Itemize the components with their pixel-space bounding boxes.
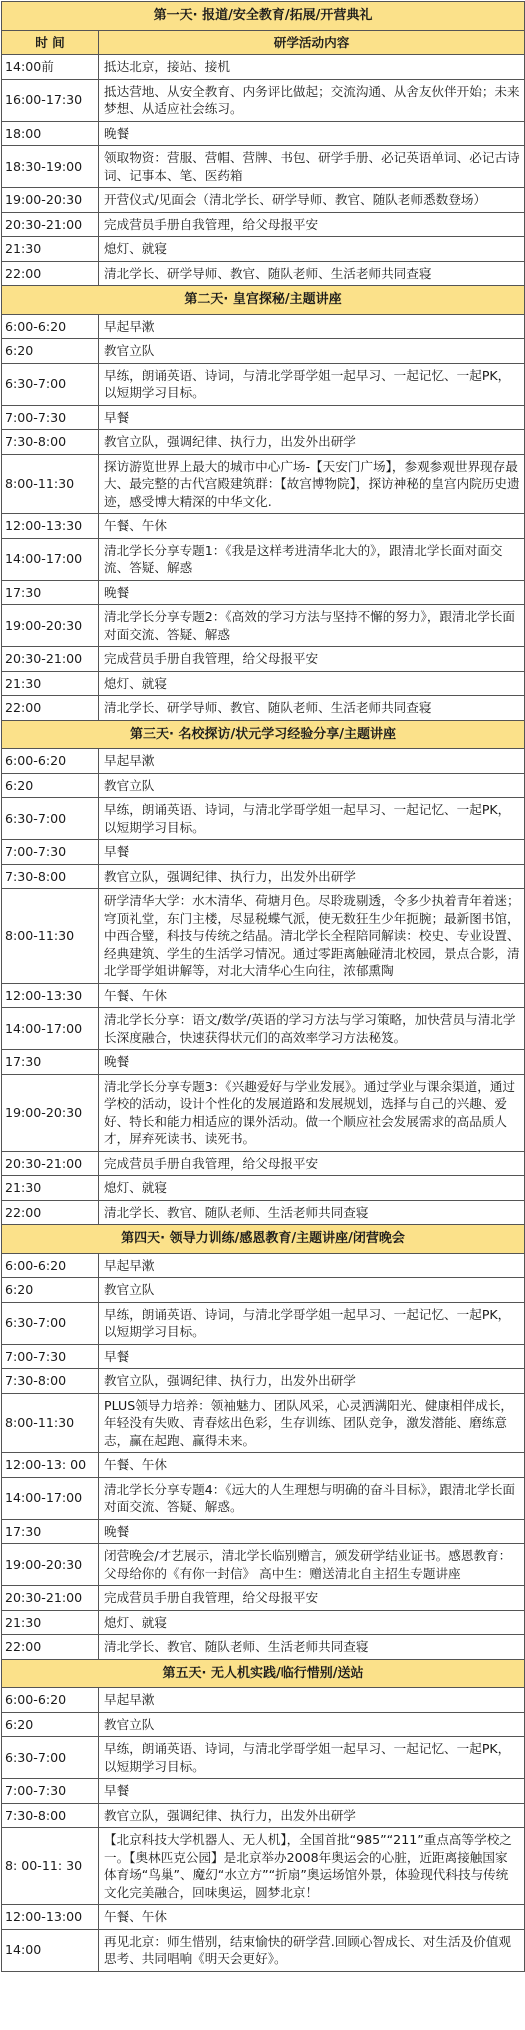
- time-cell: 12:00-13:00: [2, 1905, 99, 1930]
- activity-cell: 教官立队: [99, 1712, 525, 1737]
- time-cell: 7:00-7:30: [2, 1344, 99, 1369]
- time-cell: 6:00-6:20: [2, 749, 99, 774]
- time-cell: 7:00-7:30: [2, 405, 99, 430]
- schedule-row: [2, 1050, 525, 1075]
- schedule-row: [2, 363, 525, 405]
- schedule-row: [2, 647, 525, 672]
- time-cell: 19:00-20:30: [2, 1074, 99, 1151]
- schedule-row: [2, 454, 525, 514]
- activity-cell: 清北学长分享：语文/数学/英语的学习方法与学习策略，加快营员与清北学长深度融合，快速获得状元们的高效率学习方法秘笈。: [99, 1008, 525, 1050]
- activity-cell: 教官立队: [99, 773, 525, 798]
- time-cell: 16:00-17:30: [2, 79, 99, 121]
- schedule-row: [2, 1519, 525, 1544]
- activity-cell: 教官立队，强调纪律、执行力，出发外出研学: [99, 864, 525, 889]
- schedule-row: [2, 1929, 525, 1971]
- schedule-row: [2, 1200, 525, 1225]
- schedule-row: [2, 212, 525, 237]
- activity-cell: 晚餐: [99, 1519, 525, 1544]
- schedule-row: [2, 1688, 525, 1713]
- time-cell: 12:00-13:30: [2, 514, 99, 539]
- time-cell: 6:30-7:00: [2, 798, 99, 840]
- day-header-row: [2, 1225, 525, 1254]
- schedule-body: [2, 2, 525, 1972]
- time-cell: 22:00: [2, 1200, 99, 1225]
- schedule-row: [2, 983, 525, 1008]
- time-cell: 6:20: [2, 773, 99, 798]
- activity-cell: 熄灯、就寝: [99, 1176, 525, 1201]
- time-cell: 7:30-8:00: [2, 1369, 99, 1394]
- schedule-row: [2, 261, 525, 286]
- time-cell: 7:30-8:00: [2, 430, 99, 455]
- activity-cell: 熄灯、就寝: [99, 237, 525, 262]
- time-column-header: 时 间: [2, 30, 99, 55]
- schedule-row: [2, 1176, 525, 1201]
- time-cell: 20:30-21:00: [2, 212, 99, 237]
- schedule-row: [2, 314, 525, 339]
- time-cell: 19:00-20:30: [2, 605, 99, 647]
- time-cell: 18:00: [2, 121, 99, 146]
- time-cell: 8:00-11:30: [2, 454, 99, 514]
- activity-cell: 午餐、午休: [99, 514, 525, 539]
- time-cell: 22:00: [2, 1635, 99, 1660]
- time-cell: 19:00-20:30: [2, 188, 99, 213]
- activity-cell: 早练，朗诵英语、诗词，与清北学哥学姐一起早习、一起记忆、一起PK，以短期学习目标。: [99, 1302, 525, 1344]
- time-cell: 18:30-19:00: [2, 146, 99, 188]
- time-cell: 6:20: [2, 339, 99, 364]
- schedule-row: [2, 1369, 525, 1394]
- time-cell: 6:00-6:20: [2, 1688, 99, 1713]
- activity-cell: 晚餐: [99, 1050, 525, 1075]
- time-cell: 21:30: [2, 237, 99, 262]
- activity-cell: 午餐、午休: [99, 1905, 525, 1930]
- time-cell: 17:30: [2, 580, 99, 605]
- activity-cell: 研学清华大学：水木清华、荷塘月色。尽聆珑剔透，令多少执着青年着迷；穹顶礼堂，东门主楼，尽显税蝶气派，使无数狂生少年扼腕；最新图书馆，中西合璧，科技与传统之结晶。清北学长全程陪同解读：校史、专业设置、经典建筑、学生的生活学习情况。通过零距离触碰清北校园，景点合影，清北学哥学姐讲解等，对北大清华心生向往，浓郁熏陶: [99, 889, 525, 984]
- schedule-row: [2, 1712, 525, 1737]
- activity-cell: 早起早漱: [99, 1253, 525, 1278]
- activity-cell: 完成营员手册自我管理，给父母报平安: [99, 212, 525, 237]
- schedule-row: [2, 889, 525, 984]
- time-cell: 17:30: [2, 1050, 99, 1075]
- time-cell: 6:20: [2, 1712, 99, 1737]
- schedule-row: [2, 188, 525, 213]
- time-cell: 21:30: [2, 1610, 99, 1635]
- activity-cell: 清北学长、教官、随队老师、生活老师共同查寝: [99, 1635, 525, 1660]
- activity-cell: PLUS领导力培养：领袖魅力、团队风采，心灵洒满阳光、健康相伴成长，年轻没有失败、青春炫出色彩，生存训练、团队竞争，激发潜能、磨练意志，赢在起跑、赢得未来。: [99, 1393, 525, 1453]
- schedule-row: [2, 864, 525, 889]
- schedule-row: [2, 696, 525, 721]
- time-cell: 20:30-21:00: [2, 1586, 99, 1611]
- time-cell: 6:20: [2, 1278, 99, 1303]
- schedule-row: [2, 1008, 525, 1050]
- schedule-row: [2, 580, 525, 605]
- activity-cell: 午餐、午休: [99, 1453, 525, 1478]
- schedule-row: [2, 1453, 525, 1478]
- time-cell: 17:30: [2, 1519, 99, 1544]
- schedule-row: [2, 1828, 525, 1905]
- schedule-row: [2, 79, 525, 121]
- time-cell: 7:30-8:00: [2, 1803, 99, 1828]
- schedule-row: [2, 538, 525, 580]
- schedule-row: [2, 514, 525, 539]
- time-cell: 14:00前: [2, 55, 99, 80]
- schedule-row: [2, 1074, 525, 1151]
- time-cell: 6:00-6:20: [2, 314, 99, 339]
- schedule-row: [2, 1253, 525, 1278]
- schedule-row: [2, 1477, 525, 1519]
- schedule-row: [2, 430, 525, 455]
- schedule-row: [2, 237, 525, 262]
- column-header-row: [2, 30, 525, 55]
- time-cell: 14:00-17:00: [2, 538, 99, 580]
- time-cell: 14:00-17:00: [2, 1008, 99, 1050]
- activity-cell: 早练，朗诵英语、诗词，与清北学哥学姐一起早习、一起记忆、一起PK，以短期学习目标。: [99, 363, 525, 405]
- schedule-row: [2, 1544, 525, 1586]
- schedule-row: [2, 1905, 525, 1930]
- day-title: 第四天· 领导力训练/感恩教育/主题讲座/闭营晚会: [2, 1225, 525, 1254]
- schedule-row: [2, 773, 525, 798]
- schedule-row: [2, 798, 525, 840]
- time-cell: 7:00-7:30: [2, 840, 99, 865]
- schedule-row: [2, 339, 525, 364]
- activity-cell: 晚餐: [99, 580, 525, 605]
- activity-cell: 早练，朗诵英语、诗词，与清北学哥学姐一起早习、一起记忆、一起PK，以短期学习目标。: [99, 1737, 525, 1779]
- time-cell: 21:30: [2, 671, 99, 696]
- activity-cell: 清北学长分享专题1：《我是这样考进清华北大的》，跟清北学长面对面交流、答疑、解惑: [99, 538, 525, 580]
- time-cell: 6:30-7:00: [2, 1737, 99, 1779]
- schedule-row: [2, 1635, 525, 1660]
- schedule-row: [2, 1586, 525, 1611]
- schedule-row: [2, 605, 525, 647]
- time-cell: 14:00: [2, 1929, 99, 1971]
- activity-cell: 完成营员手册自我管理，给父母报平安: [99, 647, 525, 672]
- activity-cell: 清北学长分享专题4：《远大的人生理想与明确的奋斗目标》，跟清北学长面对面交流、答疑、解惑。: [99, 1477, 525, 1519]
- activity-cell: 清北学长分享专题2：《高效的学习方法与坚持不懈的努力》，跟清北学长面对面交流、答疑、解惑: [99, 605, 525, 647]
- day-header-row: [2, 286, 525, 315]
- time-cell: 21:30: [2, 1176, 99, 1201]
- activity-cell: 早餐: [99, 405, 525, 430]
- activity-cell: 【北京科技大学机器人、无人机】，全国首批“985”“211”重点高等学校之一。【奥林匹克公园】是北京举办2008年奥运会的心脏，近距离接触国家体育场“鸟巢”、魔幻“水立方”“折扇”奥运场馆外景，体验现代科技与传统文化完美融合，回味奥运，圆梦北京！: [99, 1828, 525, 1905]
- schedule-row: [2, 1610, 525, 1635]
- schedule-row: [2, 1737, 525, 1779]
- activity-cell: 再见北京：师生惜别，结束愉快的研学营.回顾心智成长、对生活及价值观思考、共同唱响《明天会更好》。: [99, 1929, 525, 1971]
- activity-cell: 早起早漱: [99, 1688, 525, 1713]
- day-title: 第五天· 无人机实践/临行惜别/送站: [2, 1659, 525, 1688]
- schedule-row: [2, 1344, 525, 1369]
- activity-cell: 清北学长、研学导师、教官、随队老师、生活老师共同查寝: [99, 696, 525, 721]
- activity-cell: 开营仪式/见面会（清北学长、研学导师、教官、随队老师悉数登场）: [99, 188, 525, 213]
- day-header-row: [2, 2, 525, 31]
- day-title: 第二天· 皇宫探秘/主题讲座: [2, 286, 525, 315]
- time-cell: 7:00-7:30: [2, 1779, 99, 1804]
- time-cell: 12:00-13:30: [2, 983, 99, 1008]
- schedule-row: [2, 1151, 525, 1176]
- schedule-row: [2, 1302, 525, 1344]
- schedule-row: [2, 749, 525, 774]
- activity-cell: 晚餐: [99, 121, 525, 146]
- schedule-row: [2, 840, 525, 865]
- day-title: 第三天· 名校探访/状元学习经验分享/主题讲座: [2, 720, 525, 749]
- day-title: 第一天· 报道/安全教育/拓展/开营典礼: [2, 2, 525, 31]
- activity-cell: 教官立队: [99, 1278, 525, 1303]
- activity-cell: 早餐: [99, 1344, 525, 1369]
- time-cell: 22:00: [2, 261, 99, 286]
- time-cell: 14:00-17:00: [2, 1477, 99, 1519]
- time-cell: 22:00: [2, 696, 99, 721]
- activity-cell: 清北学长、研学导师、教官、随队老师、生活老师共同查寝: [99, 261, 525, 286]
- activity-cell: 领取物资：营服、营帽、营牌、书包、研学手册、必记英语单词、必记古诗词、记事本、笔、医药箱: [99, 146, 525, 188]
- activity-cell: 完成营员手册自我管理，给父母报平安: [99, 1151, 525, 1176]
- time-cell: 8:00-11:30: [2, 1393, 99, 1453]
- activity-cell: 闭营晚会/才艺展示，清北学长临别赠言，颁发研学结业证书。感恩教育：父母给你的《有你一封信》 高中生：赠送清北自主招生专题讲座: [99, 1544, 525, 1586]
- time-cell: 6:30-7:00: [2, 1302, 99, 1344]
- activity-cell: 教官立队，强调纪律、执行力，出发外出研学: [99, 1369, 525, 1394]
- activity-cell: 教官立队，强调纪律、执行力，出发外出研学: [99, 1803, 525, 1828]
- activity-cell: 抵达营地、从安全教育、内务评比做起；交流沟通、从舍友伙伴开始；未来梦想、从适应社会练习。: [99, 79, 525, 121]
- activity-cell: 教官立队: [99, 339, 525, 364]
- time-cell: 8: 00-11: 30: [2, 1828, 99, 1905]
- schedule-row: [2, 671, 525, 696]
- time-cell: 6:00-6:20: [2, 1253, 99, 1278]
- activity-cell: 早起早漱: [99, 314, 525, 339]
- activity-cell: 早起早漱: [99, 749, 525, 774]
- schedule-row: [2, 121, 525, 146]
- schedule-row: [2, 1278, 525, 1303]
- day-header-row: [2, 720, 525, 749]
- schedule-row: [2, 405, 525, 430]
- activity-cell: 熄灯、就寝: [99, 1610, 525, 1635]
- time-cell: 6:30-7:00: [2, 363, 99, 405]
- schedule-row: [2, 1393, 525, 1453]
- activity-cell: 早练，朗诵英语、诗词，与清北学哥学姐一起早习、一起记忆、一起PK，以短期学习目标。: [99, 798, 525, 840]
- schedule-row: [2, 1779, 525, 1804]
- activity-cell: 完成营员手册自我管理，给父母报平安: [99, 1586, 525, 1611]
- activity-cell: 清北学长分享专题3：《兴趣爱好与学业发展》。通过学业与课余渠道，通过学校的活动，设计个性化的发展道路和发展规划，选择与自己的兴趣、爱好、特长和能力相适应的课外活动。做一个顺应社会发展需求的高品质人才，屏弃死读书、读死书。: [99, 1074, 525, 1151]
- activity-cell: 早餐: [99, 840, 525, 865]
- activity-cell: 教官立队，强调纪律、执行力，出发外出研学: [99, 430, 525, 455]
- schedule-table: [1, 1, 525, 1972]
- day-header-row: [2, 1659, 525, 1688]
- time-cell: 20:30-21:00: [2, 1151, 99, 1176]
- activity-cell: 探访游览世界上最大的城市中心广场-【天安门广场】，参观参观世界现存最大、最完整的古代宫殿建筑群：【故宫博物院】，探访神秘的皇宫内院历史遗迹，感受博大精深的中华文化.: [99, 454, 525, 514]
- activity-cell: 抵达北京，接站、接机: [99, 55, 525, 80]
- content-column-header: 研学活动内容: [99, 30, 525, 55]
- time-cell: 19:00-20:30: [2, 1544, 99, 1586]
- time-cell: 7:30-8:00: [2, 864, 99, 889]
- time-cell: 12:00-13: 00: [2, 1453, 99, 1478]
- activity-cell: 早餐: [99, 1779, 525, 1804]
- time-cell: 8:00-11:30: [2, 889, 99, 984]
- schedule-row: [2, 1803, 525, 1828]
- activity-cell: 清北学长、教官、随队老师、生活老师共同查寝: [99, 1200, 525, 1225]
- schedule-row: [2, 55, 525, 80]
- time-cell: 20:30-21:00: [2, 647, 99, 672]
- activity-cell: 熄灯、就寝: [99, 671, 525, 696]
- activity-cell: 午餐、午休: [99, 983, 525, 1008]
- schedule-row: [2, 146, 525, 188]
